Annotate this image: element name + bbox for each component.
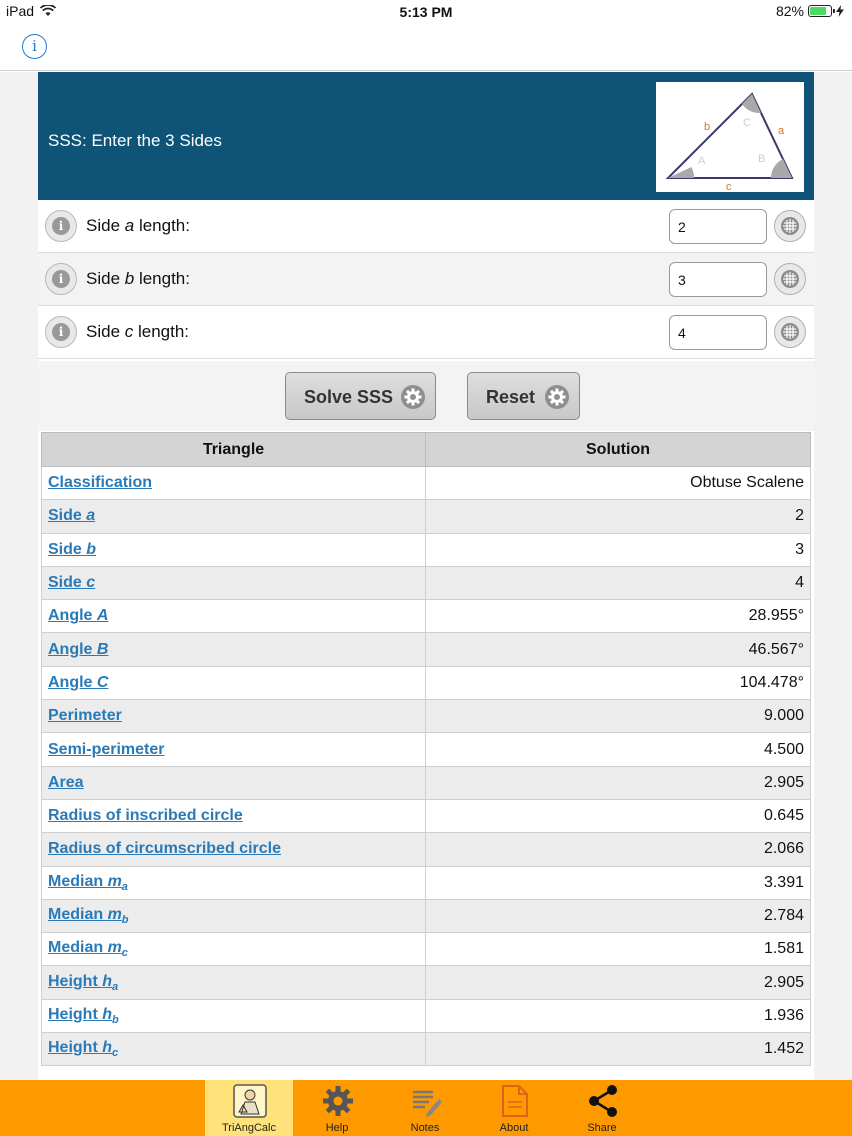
table-row <box>42 999 811 1032</box>
tab-about[interactable] <box>470 1080 558 1136</box>
table-row <box>42 1033 811 1066</box>
table-row <box>42 733 811 766</box>
app-logo-icon <box>233 1084 267 1118</box>
solution-value: 2.905 <box>426 766 811 799</box>
tab-label: TriAngCalc <box>222 1122 276 1134</box>
diagram-label-c: c <box>726 181 732 192</box>
solution-value: 46.567° <box>426 633 811 666</box>
table-row <box>42 666 811 699</box>
solution-value: 9.000 <box>426 700 811 733</box>
side-b-label: Side b length: <box>86 269 190 288</box>
left-margin <box>0 72 38 1080</box>
classification-link[interactable]: Classification <box>48 474 153 492</box>
table-row <box>42 467 811 500</box>
diagram-label-b: b <box>704 121 711 133</box>
circumscribed-radius-link[interactable]: Radius of circumscribed circle <box>48 840 281 858</box>
tab-label: Help <box>325 1122 349 1134</box>
triangle-diagram <box>656 82 804 192</box>
height-ha-link[interactable]: Height $h_a$ <box>48 972 119 993</box>
keypad-icon[interactable] <box>774 210 806 242</box>
side-b-input[interactable] <box>669 262 767 297</box>
column-header-triangle: Triangle <box>42 433 426 467</box>
solution-value: 4 <box>426 566 811 599</box>
solution-table <box>41 432 811 1066</box>
side-c-link[interactable]: Side c <box>48 574 96 592</box>
table-row <box>42 700 811 733</box>
gear-icon <box>545 385 569 409</box>
keypad-icon[interactable] <box>774 316 806 348</box>
diagram-label-a: a <box>778 125 785 137</box>
median-mb-link[interactable]: Median $m_b$ <box>48 905 129 927</box>
tab-label: Notes <box>410 1122 440 1134</box>
document-icon <box>498 1084 532 1118</box>
side-c-input[interactable] <box>669 315 767 350</box>
solution-value: 2.905 <box>426 966 811 999</box>
angle-b-link[interactable]: Angle B <box>48 640 109 658</box>
tab-label: About <box>499 1122 529 1134</box>
device-name: iPad <box>6 3 35 19</box>
perimeter-link[interactable]: Perimeter <box>48 707 122 725</box>
notes-icon <box>409 1084 443 1118</box>
info-icon[interactable]: i <box>45 316 77 348</box>
reset-button[interactable] <box>467 372 580 420</box>
battery-percent: 82% <box>775 3 804 19</box>
diagram-label-angle-C: C <box>743 117 751 129</box>
side-a-link[interactable]: Side a <box>48 507 96 525</box>
right-margin <box>814 72 852 1080</box>
solution-value: 104.478° <box>426 666 811 699</box>
table-row <box>42 633 811 666</box>
status-bar <box>0 0 852 24</box>
table-row <box>42 933 811 966</box>
info-icon[interactable]: i <box>22 34 47 59</box>
table-row <box>42 566 811 599</box>
calculator-header <box>38 72 814 200</box>
solve-button-label: Solve SSS <box>304 387 394 407</box>
charging-bolt-icon <box>836 5 844 17</box>
solution-value: 3.391 <box>426 866 811 899</box>
table-row <box>42 766 811 799</box>
table-row <box>42 866 811 899</box>
solution-value: 0.645 <box>426 799 811 832</box>
solution-value: 1.936 <box>426 999 811 1032</box>
table-row <box>42 533 811 566</box>
solution-value: 1.581 <box>426 933 811 966</box>
median-mc-link[interactable]: Median $m_c$ <box>48 939 128 960</box>
solution-value: 28.955° <box>426 600 811 633</box>
action-bar <box>38 361 814 431</box>
median-ma-link[interactable]: Median $m_a$ <box>48 872 128 893</box>
keypad-icon[interactable] <box>774 263 806 295</box>
table-row <box>42 799 811 832</box>
solution-value: 2.066 <box>426 833 811 866</box>
angle-a-link[interactable]: Angle A <box>48 607 109 625</box>
table-row <box>42 966 811 999</box>
side-b-link[interactable]: Side b <box>48 540 97 558</box>
battery-icon <box>808 5 832 17</box>
solution-value: 1.452 <box>426 1033 811 1066</box>
side-a-label: Side a length: <box>86 216 190 235</box>
column-header-solution: Solution <box>426 433 811 467</box>
solve-button[interactable] <box>285 372 436 420</box>
navigation-bar <box>0 24 852 71</box>
solution-value: Obtuse Scalene <box>426 467 811 500</box>
solution-value: 3 <box>426 533 811 566</box>
side-a-row <box>38 200 814 253</box>
diagram-label-angle-B: B <box>758 153 766 165</box>
table-header-row <box>42 433 811 467</box>
table-row <box>42 833 811 866</box>
table-row <box>42 600 811 633</box>
tab-bar <box>0 1080 852 1136</box>
table-row <box>42 500 811 533</box>
semi-perimeter-link[interactable]: Semi-perimeter <box>48 740 165 758</box>
diagram-label-angle-A: A <box>698 155 706 167</box>
solution-value: 2.784 <box>426 899 811 932</box>
height-hc-link[interactable]: Height $h_c$ <box>48 1039 119 1060</box>
side-c-label: Side c length: <box>86 322 190 341</box>
tab-label: Share <box>587 1122 617 1134</box>
side-a-input[interactable] <box>669 209 767 244</box>
share-icon <box>586 1084 620 1118</box>
table-row <box>42 899 811 932</box>
main-content <box>38 72 814 1080</box>
gear-icon <box>401 385 425 409</box>
area-link[interactable]: Area <box>48 773 84 791</box>
info-icon[interactable]: i <box>45 210 77 242</box>
height-hb-link[interactable]: Height $h_b$ <box>48 1005 119 1026</box>
tab-help[interactable] <box>293 1080 381 1136</box>
gear-icon <box>321 1084 355 1118</box>
side-c-row <box>38 306 814 359</box>
status-time: 5:13 PM <box>399 4 453 20</box>
tab-triangcalc[interactable] <box>205 1080 293 1136</box>
tab-notes[interactable] <box>381 1080 469 1136</box>
solution-value: 4.500 <box>426 733 811 766</box>
page-title: SSS: Enter the 3 Sides <box>48 131 222 150</box>
info-icon[interactable]: i <box>45 263 77 295</box>
angle-c-link[interactable]: Angle C <box>48 673 109 691</box>
inscribed-radius-link[interactable]: Radius of inscribed circle <box>48 807 243 825</box>
side-b-row <box>38 253 814 306</box>
tab-share[interactable] <box>558 1080 646 1136</box>
reset-button-label: Reset <box>486 387 536 407</box>
solution-value: 2 <box>426 500 811 533</box>
